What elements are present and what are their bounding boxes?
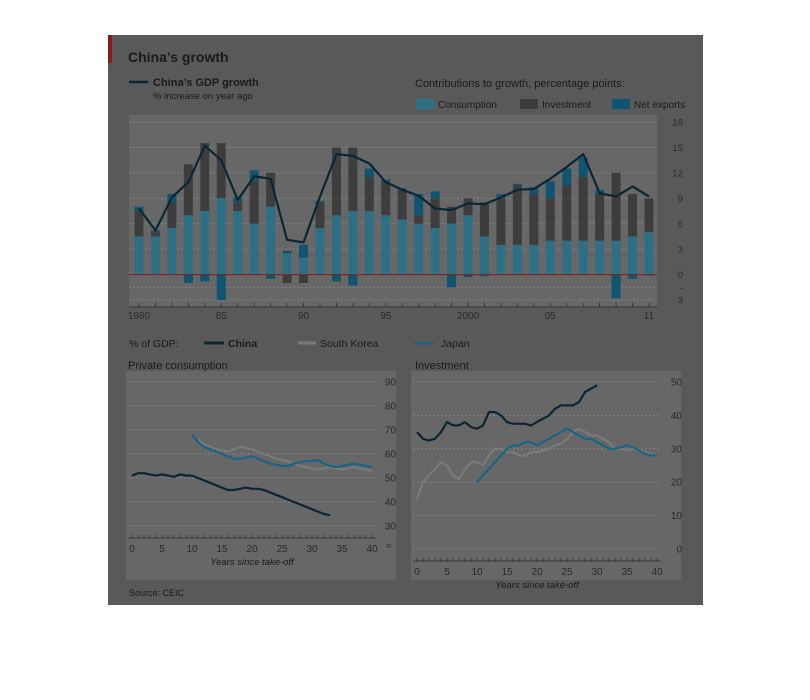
consumption-x-tick-label: 30 — [306, 544, 318, 555]
investment-bar — [250, 181, 259, 223]
investment-x-tick-label: 40 — [651, 567, 663, 578]
top-x-tick-label: 11 — [643, 311, 655, 322]
consumption-bar — [135, 236, 144, 274]
investment-bar — [546, 198, 555, 240]
consumption-bar — [595, 241, 604, 275]
investment-bar — [431, 198, 440, 228]
investment-x-tick-label: 5 — [444, 567, 450, 578]
top-y-tick-label: 18 — [672, 117, 683, 129]
consumption-bar — [299, 258, 308, 275]
net-exports-bar — [283, 251, 292, 254]
net-exports-bar — [332, 275, 341, 282]
net-exports-bar — [431, 192, 440, 199]
investment-y-tick-label: 30 — [670, 444, 682, 456]
consumption-bar — [381, 215, 390, 274]
top-x-tick-label: 05 — [544, 311, 556, 322]
consumption-bar — [315, 228, 324, 275]
consumption-bar — [464, 215, 473, 274]
net-exports-bar — [217, 275, 226, 300]
top-x-tick-label: 85 — [215, 311, 227, 322]
consumption-y-tick-label: 50 — [384, 473, 396, 485]
investment-bar — [645, 198, 654, 232]
investment-chart — [411, 360, 682, 591]
investment-bar — [233, 203, 242, 211]
consumption-bar — [513, 245, 522, 275]
axis-break-icon: ≈ — [386, 541, 392, 552]
japan-legend-label: Japan — [441, 338, 470, 350]
investment-title: Investment — [415, 360, 469, 372]
consumption-legend-label: Consumption — [438, 100, 497, 111]
consumption-x-tick-label: 25 — [276, 544, 288, 555]
top-y-tick-label: 6 — [677, 219, 683, 231]
consumption-bar — [414, 224, 423, 275]
investment-x-tick-label: 30 — [591, 567, 603, 578]
source-note: Source: CEIC — [129, 588, 185, 598]
investment-bar — [562, 186, 571, 241]
consumption-bar — [546, 241, 555, 275]
investment-bar — [414, 215, 423, 223]
consumption-x-tick-label: 35 — [336, 544, 348, 555]
net-exports-bar — [184, 275, 193, 283]
investment-bar — [283, 275, 292, 283]
investment-x-tick-label: 20 — [531, 567, 543, 578]
consumption-x-tick-label: 5 — [159, 544, 165, 555]
consumption-bar — [184, 215, 193, 274]
net-exports-bar — [513, 184, 522, 186]
accent-bar — [108, 35, 112, 63]
net-exports-bar — [200, 275, 209, 282]
investment-bar — [612, 173, 621, 241]
top-y-tick-label: 3 — [677, 244, 683, 256]
net-exports-bar — [562, 169, 571, 186]
investment-swatch — [520, 99, 538, 109]
top-y-tick-label: 3 — [677, 295, 683, 307]
consumption-x-tick-label: 0 — [129, 544, 135, 555]
consumption-swatch — [416, 99, 434, 109]
investment-bar — [184, 164, 193, 215]
consumption-bar — [151, 236, 160, 274]
gdp-growth-chart — [128, 115, 683, 322]
consumption-bar — [480, 236, 489, 274]
consumption-bar — [562, 241, 571, 275]
consumption-bar — [612, 241, 621, 275]
investment-y-tick-label: 50 — [670, 377, 682, 389]
consumption-bar — [365, 211, 374, 275]
investment-bar — [628, 194, 637, 236]
investment-legend-label: Investment — [542, 100, 591, 111]
gdp-share-prefix: % of GDP: — [129, 338, 179, 350]
investment-bar — [365, 177, 374, 211]
investment-bar — [595, 194, 604, 241]
investment-x-tick-label: 0 — [414, 567, 420, 578]
investment-bar — [529, 194, 538, 245]
consumption-bar — [628, 236, 637, 274]
top-y-tick-label: 0 — [677, 270, 683, 282]
consumption-x-axis-label: Years since take-off — [210, 557, 294, 568]
net-exports-bar — [447, 275, 456, 288]
consumption-x-tick-label: 10 — [186, 544, 198, 555]
net-exports-legend-label: Net exports — [634, 100, 686, 111]
net-exports-bar — [266, 275, 275, 279]
investment-x-axis-label: Years since take-off — [495, 580, 579, 591]
consumption-bar — [233, 211, 242, 275]
chart-title: China’s growth — [128, 49, 229, 65]
consumption-bar — [398, 219, 407, 274]
consumption-y-tick-label: 90 — [384, 377, 396, 389]
consumption-title: Private consumption — [128, 360, 228, 372]
investment-bar — [381, 181, 390, 215]
investment-bar — [480, 203, 489, 237]
consumption-x-tick-label: 40 — [366, 544, 378, 555]
chart-canvas — [108, 35, 703, 605]
investment-bar — [464, 198, 473, 215]
consumption-bar — [200, 211, 209, 275]
investment-bar — [398, 190, 407, 220]
top-y-tick-label: 15 — [672, 142, 683, 154]
investment-y-tick-label: 0 — [676, 544, 682, 556]
consumption-y-tick-label: 80 — [384, 401, 396, 413]
consumption-bar — [529, 245, 538, 275]
investment-bar — [151, 232, 160, 236]
consumption-bar — [217, 198, 226, 274]
investment-bar — [579, 177, 588, 241]
investment-bar — [299, 275, 308, 283]
investment-y-tick-label: 40 — [670, 410, 682, 422]
south-korea-legend-label: South Korea — [320, 338, 379, 350]
investment-bar — [496, 198, 505, 245]
net-exports-bar — [628, 275, 637, 279]
consumption-y-tick-label: 30 — [384, 521, 396, 533]
consumption-bar — [447, 224, 456, 275]
top-x-tick-label: 2000 — [456, 311, 480, 322]
net-exports-bar — [348, 275, 357, 286]
contrib-title: Contributions to growth, percentage points: — [415, 78, 625, 90]
china-legend-label: China — [228, 338, 258, 350]
net-exports-bar — [365, 169, 374, 177]
consumption-bar — [332, 215, 341, 274]
investment-x-tick-label: 10 — [471, 567, 483, 578]
consumption-bar — [283, 253, 292, 274]
investment-bar — [332, 147, 341, 215]
top-y-tick-label: - — [679, 282, 683, 294]
top-x-tick-label: 90 — [297, 311, 310, 322]
consumption-bar — [645, 232, 654, 274]
consumption-x-tick-label: 20 — [246, 544, 258, 555]
investment-bar — [513, 186, 522, 245]
consumption-y-tick-label: 40 — [384, 497, 396, 509]
top-x-tick-label: 95 — [380, 311, 392, 322]
private-consumption-chart — [126, 360, 396, 580]
investment-x-tick-label: 15 — [501, 567, 513, 578]
consumption-y-tick-label: 60 — [384, 449, 396, 461]
consumption-y-tick-label: 70 — [384, 425, 396, 437]
investment-y-tick-label: 10 — [670, 511, 682, 523]
gdp-legend-label: China’s GDP growth — [153, 77, 259, 89]
net-exports-bar — [299, 245, 308, 258]
gdp-legend-sublabel: % increase on year ago — [153, 91, 253, 102]
investment-bar — [167, 203, 176, 228]
chart-figure — [108, 35, 703, 605]
net-exports-swatch — [612, 99, 630, 109]
investment-bar — [217, 143, 226, 198]
investment-x-tick-label: 25 — [561, 567, 573, 578]
top-x-tick-label: 1980 — [127, 311, 151, 322]
consumption-bar — [266, 207, 275, 275]
top-y-tick-label: 12 — [672, 168, 683, 180]
consumption-bar — [579, 241, 588, 275]
investment-bar — [135, 211, 144, 236]
investment-x-tick-label: 35 — [621, 567, 633, 578]
net-exports-bar — [612, 275, 621, 299]
consumption-bar — [431, 228, 440, 275]
consumption-bar — [348, 211, 357, 275]
consumption-x-tick-label: 15 — [216, 544, 228, 555]
net-exports-bar — [546, 181, 555, 198]
consumption-bar — [250, 224, 259, 275]
investment-y-tick-label: 20 — [670, 477, 682, 489]
top-y-tick-label: 9 — [677, 193, 683, 205]
consumption-bar — [167, 228, 176, 275]
consumption-bar — [496, 245, 505, 275]
